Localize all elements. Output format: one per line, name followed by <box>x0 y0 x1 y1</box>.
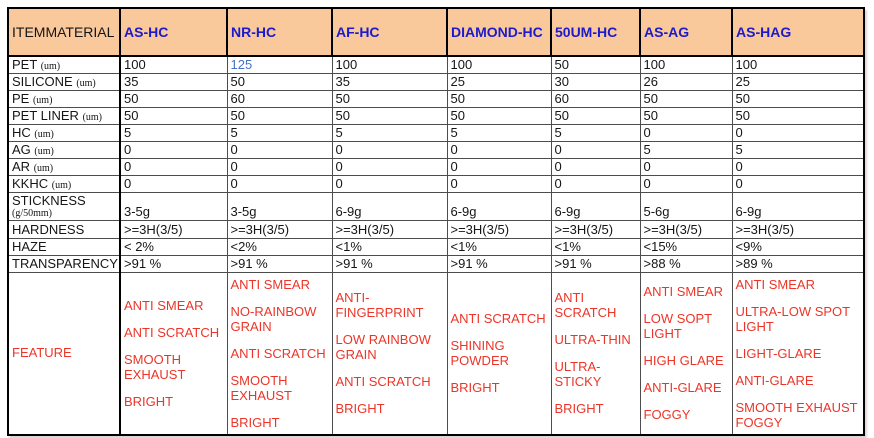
value-cell: 25 <box>447 74 551 91</box>
value-cell: 0 <box>332 159 447 176</box>
value-cell: 50 <box>332 91 447 108</box>
value-cell: 6-9g <box>732 193 864 221</box>
feature-item: ANTI SCRATCH <box>124 324 220 340</box>
feature-item: NO-RAINBOW GRAIN <box>230 303 317 334</box>
value-cell: 0 <box>332 142 447 159</box>
value-cell: 100 <box>640 56 732 74</box>
value-cell: >91 % <box>447 256 551 273</box>
value-cell: 50 <box>227 108 332 125</box>
row-unit: (um) <box>33 163 54 174</box>
feature-item: ANTI SCRATCH <box>335 374 431 390</box>
feature-list <box>124 278 226 428</box>
row-unit: (um) <box>34 146 54 157</box>
value-cell: < 2% <box>120 239 227 256</box>
feature-cell <box>551 273 640 435</box>
row-label <box>8 125 120 142</box>
value-cell: >=3H(3/5) <box>332 221 447 239</box>
feature-list <box>736 277 863 430</box>
table-row <box>8 108 864 125</box>
feature-item: HIGH GLARE <box>643 353 724 369</box>
row-label-text: PE <box>12 91 30 106</box>
feature-list <box>336 278 446 428</box>
value-cell: 0 <box>732 125 864 142</box>
value-cell: <1% <box>447 239 551 256</box>
value-cell: 50 <box>447 108 551 125</box>
row-label <box>8 193 120 221</box>
feature-list <box>231 277 331 430</box>
column-header: NR-HC <box>227 8 332 56</box>
feature-item: ANTI SMEAR <box>124 297 204 313</box>
column-header: DIAMOND-HC <box>447 8 551 56</box>
feature-cell <box>227 273 332 435</box>
value-cell: 0 <box>551 159 640 176</box>
feature-list <box>451 278 550 428</box>
table-row <box>8 256 864 273</box>
value-cell: 6-9g <box>332 193 447 221</box>
table-row <box>8 159 864 176</box>
row-label-text: STICKNESS <box>12 193 86 208</box>
value-cell: 0 <box>640 159 732 176</box>
row-label-text: HC <box>12 125 31 140</box>
value-cell: 50 <box>447 91 551 108</box>
value-cell: 6-9g <box>551 193 640 221</box>
row-label <box>8 159 120 176</box>
feature-item: ANTI SCRATCH <box>230 345 326 361</box>
value-cell: 25 <box>732 74 864 91</box>
column-header: AS-AG <box>640 8 732 56</box>
row-label-text: KKHC <box>12 176 49 191</box>
feature-item: BRIGHT <box>124 393 174 409</box>
corner-header: ITEMMATERIAL <box>8 8 120 56</box>
row-label <box>8 221 120 239</box>
value-cell: <15% <box>640 239 732 256</box>
feature-item: ULTRA-THIN <box>554 332 631 348</box>
table-body <box>8 56 864 435</box>
value-cell: >=3H(3/5) <box>120 221 227 239</box>
value-cell: 100 <box>732 56 864 74</box>
row-label-text: SILICONE <box>12 74 73 89</box>
value-cell: 35 <box>120 74 227 91</box>
value-cell: 60 <box>551 91 640 108</box>
value-cell: <1% <box>551 239 640 256</box>
value-cell: 0 <box>447 142 551 159</box>
feature-item: BRIGHT <box>554 401 604 417</box>
table-row <box>8 125 864 142</box>
feature-item: BRIGHT <box>450 380 500 396</box>
feature-cell <box>732 273 864 435</box>
header-row <box>8 8 864 56</box>
feature-row <box>8 273 864 435</box>
column-header: AS-HC <box>120 8 227 56</box>
feature-item: ANTI SMEAR <box>230 276 310 292</box>
feature-item: ANTI SCRATCH <box>450 311 546 327</box>
value-cell: 0 <box>551 142 640 159</box>
value-cell: >=3H(3/5) <box>640 221 732 239</box>
value-cell: 60 <box>227 91 332 108</box>
value-cell: 0 <box>640 176 732 193</box>
value-cell: 3-5g <box>227 193 332 221</box>
feature-item: LOW SOPT LIGHT <box>643 311 712 342</box>
feature-item: ANTI SMEAR <box>735 276 815 292</box>
row-label-text: HARDNESS <box>12 222 85 237</box>
value-cell: 35 <box>332 74 447 91</box>
row-label <box>8 91 120 108</box>
material-spec-table <box>7 7 865 436</box>
feature-item: ANTI-GLARE <box>643 380 722 396</box>
column-header: AF-HC <box>332 8 447 56</box>
value-cell: 50 <box>120 108 227 125</box>
feature-item: ULTRA-LOW SPOT LIGHT <box>735 303 850 334</box>
value-cell: 5 <box>551 125 640 142</box>
row-label <box>8 74 120 91</box>
feature-cell <box>120 273 227 435</box>
feature-list <box>644 278 731 428</box>
value-cell: 0 <box>447 176 551 193</box>
row-label-text: AG <box>12 142 31 157</box>
row-label <box>8 56 120 74</box>
row-label-text: TRANSPARENCY <box>12 256 118 271</box>
value-cell: >=3H(3/5) <box>732 221 864 239</box>
value-cell: 5 <box>332 125 447 142</box>
table-row <box>8 74 864 91</box>
value-cell: 0 <box>227 142 332 159</box>
row-label-text: AR <box>12 159 31 174</box>
row-unit: (um) <box>51 180 72 191</box>
value-cell: 100 <box>120 56 227 74</box>
value-cell: 50 <box>640 108 732 125</box>
value-cell: 26 <box>640 74 732 91</box>
value-cell: 0 <box>120 176 227 193</box>
table-row <box>8 91 864 108</box>
value-cell: 0 <box>447 159 551 176</box>
row-label-text: HAZE <box>12 239 47 254</box>
value-cell: 0 <box>640 125 732 142</box>
row-label-text: PET <box>12 57 38 72</box>
value-cell: 0 <box>332 176 447 193</box>
feature-item: ULTRA-STICKY <box>554 359 602 390</box>
table-row <box>8 176 864 193</box>
value-cell: 100 <box>332 56 447 74</box>
value-cell: 50 <box>732 108 864 125</box>
value-cell: 5 <box>640 142 732 159</box>
value-cell: >89 % <box>732 256 864 273</box>
value-cell: 50 <box>332 108 447 125</box>
row-label <box>8 176 120 193</box>
value-cell: 30 <box>551 74 640 91</box>
table-row <box>8 56 864 74</box>
feature-item: ANTI-FINGERPRINT <box>335 290 424 321</box>
value-cell: 0 <box>732 159 864 176</box>
value-cell: 0 <box>120 159 227 176</box>
value-cell: 0 <box>120 142 227 159</box>
value-cell: >=3H(3/5) <box>551 221 640 239</box>
value-cell: 5 <box>447 125 551 142</box>
value-cell: <1% <box>332 239 447 256</box>
value-cell: 50 <box>120 91 227 108</box>
feature-cell <box>447 273 551 435</box>
row-label <box>8 239 120 256</box>
value-cell: 3-5g <box>120 193 227 221</box>
row-unit: (um) <box>40 61 61 72</box>
value-cell: <9% <box>732 239 864 256</box>
value-cell: 6-9g <box>447 193 551 221</box>
feature-cell <box>640 273 732 435</box>
value-cell: 5 <box>227 125 332 142</box>
feature-item: ANTI-GLARE <box>735 372 814 388</box>
row-label <box>8 108 120 125</box>
value-cell: 50 <box>551 108 640 125</box>
row-label: FEATURE <box>8 273 120 435</box>
value-cell: >88 % <box>640 256 732 273</box>
feature-list <box>555 278 639 428</box>
value-cell: 0 <box>227 159 332 176</box>
value-cell: 0 <box>227 176 332 193</box>
feature-item: BRIGHT <box>335 401 385 417</box>
row-unit: (um) <box>76 78 96 89</box>
feature-cell <box>332 273 447 435</box>
row-label <box>8 256 120 273</box>
feature-item: BRIGHT <box>230 414 280 430</box>
feature-item: SMOOTH EXHAUST FOGGY <box>735 399 858 430</box>
value-cell: 100 <box>447 56 551 74</box>
feature-item: SMOOTH EXHAUST <box>124 351 186 382</box>
row-unit: (um) <box>34 129 54 140</box>
value-cell: >91 % <box>551 256 640 273</box>
value-cell: <2% <box>227 239 332 256</box>
value-cell: 50 <box>551 56 640 74</box>
row-label-text: PET LINER <box>12 108 79 123</box>
feature-item: ANTI SCRATCH <box>554 290 617 321</box>
value-cell: 50 <box>640 91 732 108</box>
value-cell: 125 <box>227 56 332 74</box>
row-unit: (um) <box>32 95 53 106</box>
row-label <box>8 142 120 159</box>
row-unit: (um) <box>82 112 103 123</box>
feature-item: SHINING POWDER <box>450 338 509 369</box>
value-cell: 5-6g <box>640 193 732 221</box>
table-row <box>8 239 864 256</box>
value-cell: >91 % <box>332 256 447 273</box>
row-unit: (g/50mm) <box>12 208 52 219</box>
feature-item: LOW RAINBOW GRAIN <box>335 332 431 363</box>
value-cell: >=3H(3/5) <box>447 221 551 239</box>
feature-item: FOGGY <box>643 407 691 423</box>
value-cell: 5 <box>120 125 227 142</box>
feature-item: LIGHT-GLARE <box>735 345 822 361</box>
table-row <box>8 142 864 159</box>
value-cell: 0 <box>732 176 864 193</box>
value-cell: 5 <box>732 142 864 159</box>
table-row <box>8 193 864 221</box>
value-cell: >91 % <box>120 256 227 273</box>
feature-item: ANTI SMEAR <box>643 284 723 300</box>
value-cell: 50 <box>227 74 332 91</box>
column-header: 50UM-HC <box>551 8 640 56</box>
value-cell: 50 <box>732 91 864 108</box>
value-cell: >91 % <box>227 256 332 273</box>
feature-item: SMOOTH EXHAUST <box>230 372 292 403</box>
value-cell: >=3H(3/5) <box>227 221 332 239</box>
value-cell: 0 <box>551 176 640 193</box>
column-header: AS-HAG <box>732 8 864 56</box>
table-row <box>8 221 864 239</box>
